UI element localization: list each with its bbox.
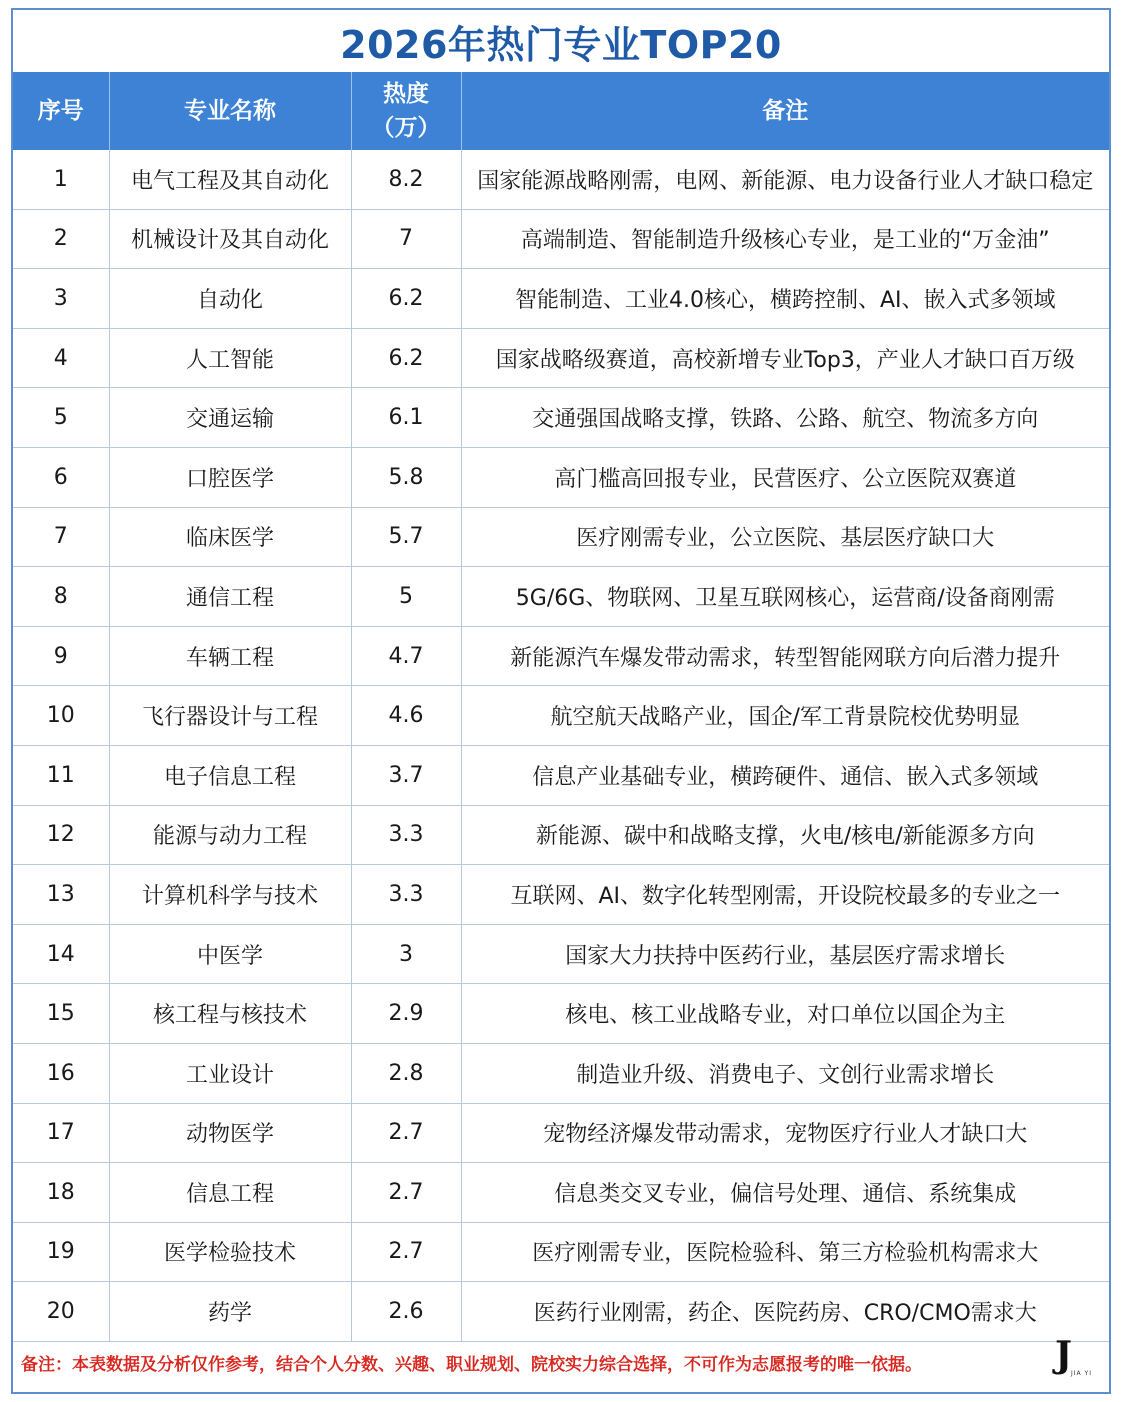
- cell-heat: 2.6: [351, 1282, 461, 1342]
- cell-rank: 18: [13, 1163, 109, 1223]
- cell-note: 高端制造、智能制造升级核心专业，是工业的“万金油”: [461, 209, 1109, 269]
- cell-rank: 20: [13, 1282, 109, 1342]
- cell-heat: 4.7: [351, 626, 461, 686]
- cell-rank: 1: [13, 150, 109, 209]
- table-row: [13, 626, 1109, 686]
- cell-rank: 5: [13, 388, 109, 448]
- cell-note: 医药行业刚需，药企、医院药房、CRO/CMO需求大: [461, 1282, 1109, 1342]
- jiayi-logo: [1053, 1334, 1099, 1384]
- cell-rank: 11: [13, 745, 109, 805]
- cell-note: 5G/6G、物联网、卫星互联网核心，运营商/设备商刚需: [461, 567, 1109, 627]
- cell-major: 中医学: [109, 924, 351, 984]
- table-row: [13, 924, 1109, 984]
- table-row: [13, 209, 1109, 269]
- cell-major: 自动化: [109, 269, 351, 329]
- cell-major: 口腔医学: [109, 447, 351, 507]
- cell-note: 信息产业基础专业，横跨硬件、通信、嵌入式多领域: [461, 745, 1109, 805]
- cell-note: 国家战略级赛道，高校新增专业Top3，产业人才缺口百万级: [461, 328, 1109, 388]
- table-row: [13, 686, 1109, 746]
- table-row: [13, 567, 1109, 627]
- cell-major: 核工程与核技术: [109, 984, 351, 1044]
- cell-note: 互联网、AI、数字化转型刚需，开设院校最多的专业之一: [461, 865, 1109, 925]
- cell-major: 临床医学: [109, 507, 351, 567]
- cell-note: 医疗刚需专业，医院检验科、第三方检验机构需求大: [461, 1222, 1109, 1282]
- logo-mark: J: [1055, 1334, 1073, 1376]
- cell-rank: 3: [13, 269, 109, 329]
- cell-heat: 2.7: [351, 1222, 461, 1282]
- cell-major: 车辆工程: [109, 626, 351, 686]
- cell-major: 计算机科学与技术: [109, 865, 351, 925]
- logo-text: JIA YI: [1071, 1370, 1092, 1377]
- cell-note: 制造业升级、消费电子、文创行业需求增长: [461, 1043, 1109, 1103]
- table-row: [13, 1103, 1109, 1163]
- cell-heat: 6.1: [351, 388, 461, 448]
- cell-heat: 6.2: [351, 269, 461, 329]
- cell-major: 医学检验技术: [109, 1222, 351, 1282]
- cell-heat: 7: [351, 209, 461, 269]
- table-row: [13, 150, 1109, 209]
- cell-rank: 4: [13, 328, 109, 388]
- cell-heat: 2.7: [351, 1163, 461, 1223]
- cell-rank: 2: [13, 209, 109, 269]
- table-row: [13, 1163, 1109, 1223]
- cell-rank: 13: [13, 865, 109, 925]
- table-row: [13, 507, 1109, 567]
- table-row: [13, 1043, 1109, 1103]
- cell-heat: 8.2: [351, 150, 461, 209]
- cell-heat: 2.7: [351, 1103, 461, 1163]
- cell-major: 机械设计及其自动化: [109, 209, 351, 269]
- table-row: [13, 269, 1109, 329]
- table-row: [13, 1222, 1109, 1282]
- cell-note: 医疗刚需专业，公立医院、基层医疗缺口大: [461, 507, 1109, 567]
- header-heat-line2: （万）: [371, 115, 441, 141]
- cell-rank: 17: [13, 1103, 109, 1163]
- cell-major: 人工智能: [109, 328, 351, 388]
- cell-rank: 6: [13, 447, 109, 507]
- cell-note: 宠物经济爆发带动需求，宠物医疗行业人才缺口大: [461, 1103, 1109, 1163]
- table-header: [13, 72, 1109, 150]
- cell-heat: 5: [351, 567, 461, 627]
- cell-note: 国家能源战略刚需，电网、新能源、电力设备行业人才缺口稳定: [461, 150, 1109, 209]
- cell-note: 交通强国战略支撑，铁路、公路、航空、物流多方向: [461, 388, 1109, 448]
- cell-major: 电气工程及其自动化: [109, 150, 351, 209]
- header-heat: [351, 72, 461, 150]
- cell-major: 电子信息工程: [109, 745, 351, 805]
- header-heat-line1: 热度: [383, 81, 429, 107]
- header-note: 备注: [461, 72, 1109, 150]
- cell-rank: 8: [13, 567, 109, 627]
- cell-rank: 14: [13, 924, 109, 984]
- cell-major: 工业设计: [109, 1043, 351, 1103]
- table-row: [13, 805, 1109, 865]
- cell-heat: 3.7: [351, 745, 461, 805]
- table-row: [13, 745, 1109, 805]
- table-body: [13, 150, 1109, 1341]
- cell-heat: 2.9: [351, 984, 461, 1044]
- cell-note: 新能源、碳中和战略支撑，火电/核电/新能源多方向: [461, 805, 1109, 865]
- cell-rank: 19: [13, 1222, 109, 1282]
- cell-heat: 6.2: [351, 328, 461, 388]
- cell-heat: 5.7: [351, 507, 461, 567]
- document-sheet: [11, 8, 1111, 1394]
- cell-rank: 16: [13, 1043, 109, 1103]
- cell-major: 飞行器设计与工程: [109, 686, 351, 746]
- cell-major: 能源与动力工程: [109, 805, 351, 865]
- cell-note: 航空航天战略产业，国企/军工背景院校优势明显: [461, 686, 1109, 746]
- cell-note: 智能制造、工业4.0核心，横跨控制、AI、嵌入式多领域: [461, 269, 1109, 329]
- cell-note: 高门槛高回报专业，民营医疗、公立医院双赛道: [461, 447, 1109, 507]
- cell-heat: 4.6: [351, 686, 461, 746]
- cell-rank: 12: [13, 805, 109, 865]
- table-row: [13, 447, 1109, 507]
- page-title: 2026年热门专业TOP20: [340, 22, 782, 67]
- cell-major: 通信工程: [109, 567, 351, 627]
- table-row: [13, 328, 1109, 388]
- cell-rank: 15: [13, 984, 109, 1044]
- cell-note: 国家大力扶持中医药行业，基层医疗需求增长: [461, 924, 1109, 984]
- cell-note: 核电、核工业战略专业，对口单位以国企为主: [461, 984, 1109, 1044]
- footer: [13, 1332, 1109, 1392]
- cell-note: 新能源汽车爆发带动需求，转型智能网联方向后潜力提升: [461, 626, 1109, 686]
- cell-heat: 5.8: [351, 447, 461, 507]
- cell-rank: 7: [13, 507, 109, 567]
- cell-note: 信息类交叉专业，偏信号处理、通信、系统集成: [461, 1163, 1109, 1223]
- cell-major: 药学: [109, 1282, 351, 1342]
- cell-heat: 3.3: [351, 805, 461, 865]
- cell-major: 信息工程: [109, 1163, 351, 1223]
- table-row: [13, 984, 1109, 1044]
- header-major: 专业名称: [109, 72, 351, 150]
- table-row: [13, 865, 1109, 925]
- footer-note: 备注：本表数据及分析仅作参考，结合个人分数、兴趣、职业规划、院校实力综合选择，不可作为志愿报考的唯一依据。: [21, 1354, 922, 1375]
- majors-table: [13, 72, 1109, 1342]
- cell-rank: 10: [13, 686, 109, 746]
- cell-major: 交通运输: [109, 388, 351, 448]
- cell-heat: 3: [351, 924, 461, 984]
- table-row: [13, 388, 1109, 448]
- cell-heat: 2.8: [351, 1043, 461, 1103]
- header-rank: 序号: [13, 72, 109, 150]
- cell-heat: 3.3: [351, 865, 461, 925]
- cell-rank: 9: [13, 626, 109, 686]
- cell-major: 动物医学: [109, 1103, 351, 1163]
